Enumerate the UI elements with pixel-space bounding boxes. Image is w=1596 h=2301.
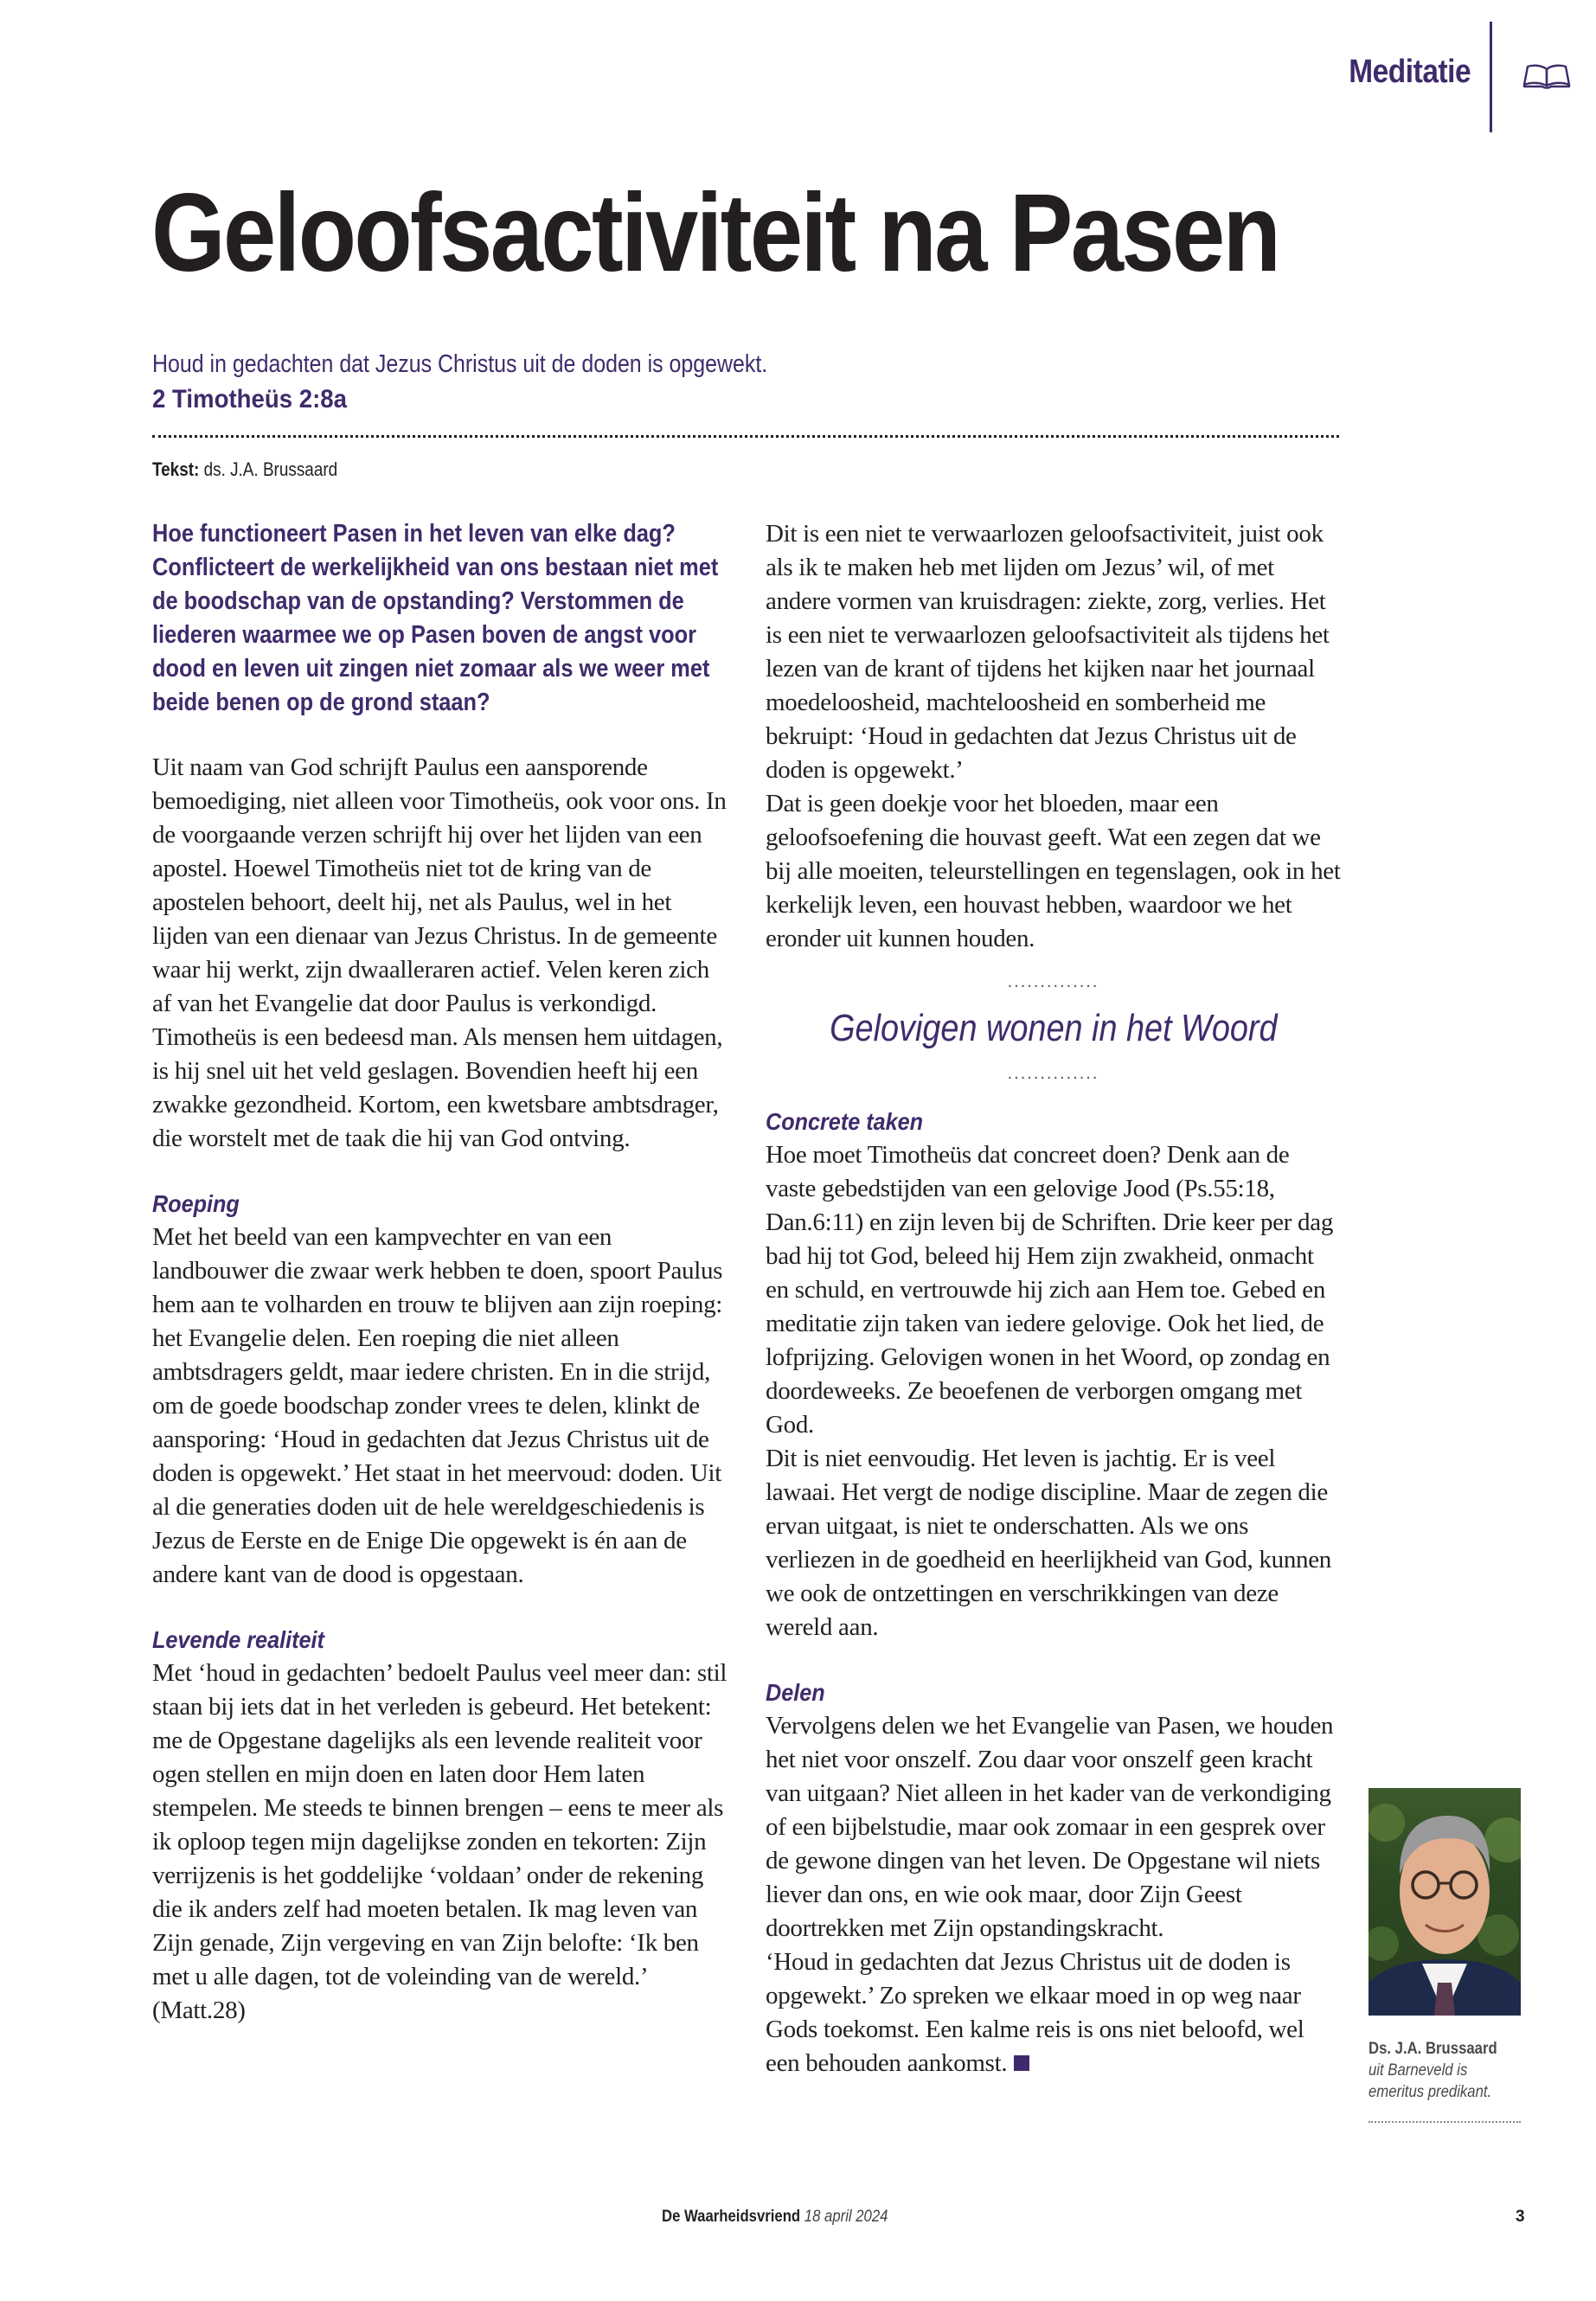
subheading-delen: Delen <box>766 1679 825 1706</box>
subheading-levende-realiteit: Levende realiteit <box>152 1626 324 1653</box>
left-column <box>152 517 727 2028</box>
section-label: Meditatie <box>1349 54 1471 90</box>
footer <box>662 2208 888 2227</box>
pull-quote-dots-bottom: .............. <box>1007 1064 1099 1083</box>
body-paragraph: Dat is geen doekje voor het bloeden, maar een geloofsoefening die houvast geeft. Wat een zegen dat we bij alle moeiten, teleurstellingen en tegenslagen, ook in het kerkelijk leven, een houvast hebben, waardoor we het eronder uit kunnen houden. <box>766 790 1341 952</box>
end-mark-icon <box>1014 2055 1029 2071</box>
body-paragraph: Met ‘houd in gedachten’ bedoelt Paulus veel meer dan: stil staan bij iets dat in het verleden is gebeurd. Het betekent: me de Opgestane dagelijks als een levende realiteit voor ogen stellen en mijn doen en laten door Hem laten stempelen. Me steeds te binnen brengen – eens te meer als ik oploop tegen mijn dagelijkse zonden en tekorten: Zijn verrijzenis is het goddelijke ‘voldaan’ onder de rekening die ik anders zelf had moeten betalen. Ik mag leven van Zijn genade, Zijn vergeving en van Zijn belofte: ‘Ik ben met u alle dagen, tot de voleinding van de wereld.’ (Matt.28) <box>152 1659 727 2024</box>
body-paragraph: Met het beeld van een kampvechter en van een landbouwer die zwaar werk hebben te doen, spoort Paulus hem aan te volharden en trouw te blijven aan zijn roeping: het Evangelie delen. Een roeping die niet alleen ambtsdragers geldt, maar iedere christen. En in die strijd, om de goede boodschap zonder vrees te delen, klinkt de aansporing: ‘Houd in gedachten dat Jezus Christus uit de doden is opgewekt.’ Het staat in het meervoud: doden. Uit al die generaties doden uit de hele wereldgeschiedenis is Jezus de Eerste en de Enige Die opgewekt is én aan de andere kant van de dood is opgestaan. <box>152 1223 723 1588</box>
dotted-divider <box>152 435 1339 438</box>
byline-label: Tekst: <box>152 458 200 480</box>
body-paragraph: Hoe moet Timotheüs dat concreet doen? Denk aan de vaste gebedstijden van een gelovige Jood (Ps.55:18, Dan.6:11) en zijn leven bij de Schriften. Drie keer per dag bad hij tot God, beleed hij Hem zijn zwakheid, onmacht en schuld, en vertrouwde hij zich aan Hem toe. Gebed en meditatie zijn taken van iedere gelovige. Ook het lied, de lofprijzing. Gelovigen wonen in het Woord, op zondag en doordeweeks. Ze beoefenen de verborgen omgang met God. <box>766 1141 1334 1439</box>
body-paragraph: Uit naam van God schrijft Paulus een aansporende bemoediging, niet alleen voor Timotheüs, ook voor ons. In de voorgaande verzen schrijft hij over het lijden van een apostel. Hoewel Timotheüs niet tot de kring van de apostelen behoort, deelt hij, net als Paulus, wel in het lijden van een dienaar van Jezus Christus. In de gemeente waar hij werkt, zijn dwaalleraren actief. Velen keren zich af van het Evangelie dat door Paulus is verkondigd. <box>152 753 727 1017</box>
subheading-concrete-taken: Concrete taken <box>766 1108 924 1135</box>
publication-date: 18 april 2024 <box>804 2208 888 2226</box>
book-icon <box>1522 62 1571 90</box>
closing-paragraph <box>766 1945 1341 2080</box>
body-paragraph: Vervolgens delen we het Evangelie van Pasen, we houden het niet voor onszelf. Zou daar voor onszelf geen kracht van uitgaan? Niet alleen in het kader van de verkondiging of een bijbelstudie, maar ook zomaar in een gesprek over de gewone dingen van het leven. De Opgestane wil niets liever dan ons, en wie ook maar, door Zijn Geest doortrekken met Zijn opstandingskracht. <box>766 1712 1334 1942</box>
body-paragraph: Timotheüs is een bedeesd man. Als mensen hem uitdagen, is hij snel uit het veld geslagen. Bovendien heeft hij een zwakke gezondheid. Kortom, een kwetsbare ambtsdrager, die worstelt met de taak die hij van God ontving. <box>152 1023 723 1152</box>
subheading-roeping: Roeping <box>152 1190 240 1217</box>
bible-quote: Houd in gedachten dat Jezus Christus uit de doden is opgewekt. <box>152 350 768 378</box>
closing-text: ‘Houd in gedachten dat Jezus Christus uit de doden is opgewekt.’ Zo spreken we elkaar moed in op weg naar Gods toekomst. Een kalme reis is ons niet beloofd, wel een behouden aankomst. <box>766 1948 1304 2077</box>
body-paragraph: Dit is niet eenvoudig. Het leven is jachtig. Er is veel lawaai. Het vergt de nodige discipline. Maar de zegen die ervan uitgaat, is niet te onderschatten. Als we ons verliezen in de goedheid en heerlijkheid van God, kunnen we ook de ontzettingen en verschrikkingen van deze wereld aan. <box>766 1445 1331 1641</box>
bible-reference: 2 Timotheüs 2:8a <box>152 385 347 413</box>
right-column <box>766 517 1341 2080</box>
author-name: Ds. J.A. Brussaard <box>1368 2040 1497 2058</box>
body-paragraph: Dit is een niet te verwaarlozen geloofsactiviteit, juist ook als ik te maken heb met lijden om Jezus’ wil, of met andere vormen van kruisdragen: ziekte, zorg, verlies. Het is een niet te verwaarlozen geloofsactiviteit als tijdens het lezen van de krant of tijdens het kijken naar het journaal moedeloosheid, machteloosheid en somberheid me bekruipt: ‘Houd in gedachten dat Jezus Christus uit de doden is opgewekt.’ <box>766 520 1330 784</box>
pull-quote: Gelovigen wonen in het Woord <box>829 1007 1278 1049</box>
pull-quote-dots-top: .............. <box>1007 972 1099 991</box>
lead-paragraph: Hoe functioneert Pasen in het leven van elke dag? Conflicteert de werkelijkheid van ons bestaan niet met de boodschap van de opstanding? Verstommen de liederen waarmee we op Pasen boven de angst voor dood en leven uit zingen niet zomaar als we weer met beide benen op de grond staan? <box>152 520 719 716</box>
article-title: Geloofsactiviteit na Pasen <box>151 171 1279 295</box>
byline <box>152 458 337 481</box>
page-number: 3 <box>1516 2208 1525 2226</box>
author-description: uit Barneveld is emeritus predikant. <box>1368 2061 1492 2101</box>
section-divider <box>1490 22 1492 132</box>
caption-divider <box>1368 2121 1521 2123</box>
publication-name: De Waarheidsvriend <box>662 2208 801 2226</box>
portrait-illustration <box>1368 1788 1521 2016</box>
author-photo <box>1368 1788 1521 2016</box>
author-caption <box>1368 2038 1533 2103</box>
pull-quote-block <box>766 973 1341 1082</box>
byline-author: ds. J.A. Brussaard <box>203 458 338 480</box>
